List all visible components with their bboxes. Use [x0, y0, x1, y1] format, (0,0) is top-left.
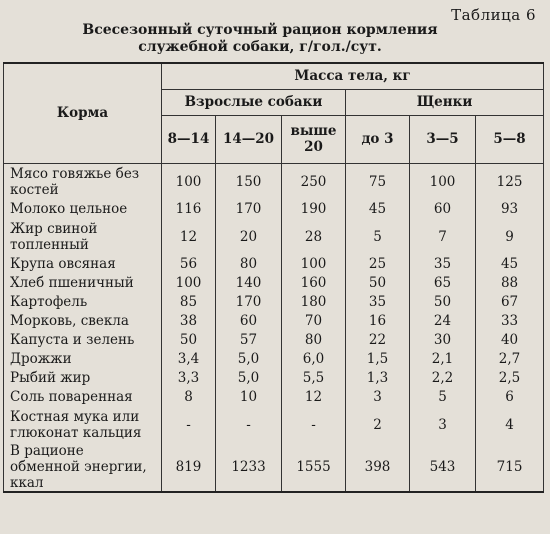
ration-table [3, 62, 544, 493]
cell-value: 80 [282, 331, 346, 350]
cell-value: 100 [162, 274, 216, 293]
cell-value: 35 [410, 255, 476, 274]
cell-value: 100 [282, 255, 346, 274]
cell-value: 85 [162, 293, 216, 312]
table-row [4, 200, 544, 219]
table-title [60, 22, 460, 56]
cell-value: 12 [162, 219, 216, 255]
table-header [4, 63, 544, 163]
cell-value: 2,5 [476, 369, 544, 388]
cell-value: 190 [282, 200, 346, 219]
cell-value: 5 [410, 388, 476, 407]
cell-value: - [216, 407, 282, 443]
header-col: 14—20 [216, 115, 282, 163]
cell-value: 70 [282, 312, 346, 331]
cell-value: 35 [346, 293, 410, 312]
header-col: 3—5 [410, 115, 476, 163]
cell-value: 1,5 [346, 350, 410, 369]
cell-value: 50 [162, 331, 216, 350]
cell-value: 1,3 [346, 369, 410, 388]
cell-value: 1233 [216, 443, 282, 492]
cell-value: 398 [346, 443, 410, 492]
cell-value: 45 [476, 255, 544, 274]
cell-value: 24 [410, 312, 476, 331]
feed-name: Соль поваренная [4, 388, 162, 407]
feed-name: Молоко цельное [4, 200, 162, 219]
cell-value: 60 [216, 312, 282, 331]
header-col: 8—14 [162, 115, 216, 163]
cell-value: 80 [216, 255, 282, 274]
cell-value: 33 [476, 312, 544, 331]
cell-value: 100 [410, 163, 476, 200]
cell-value: 6 [476, 388, 544, 407]
table-row [4, 350, 544, 369]
cell-value: - [282, 407, 346, 443]
cell-value: 100 [162, 163, 216, 200]
cell-value: - [162, 407, 216, 443]
cell-value: 1555 [282, 443, 346, 492]
cell-value: 2,1 [410, 350, 476, 369]
cell-value: 170 [216, 293, 282, 312]
cell-value: 6,0 [282, 350, 346, 369]
cell-value: 125 [476, 163, 544, 200]
cell-value: 2,2 [410, 369, 476, 388]
cell-value: 10 [216, 388, 282, 407]
cell-value: 67 [476, 293, 544, 312]
feed-name: Морковь, свекла [4, 312, 162, 331]
cell-value: 57 [216, 331, 282, 350]
table-number: Таблица 6 [451, 6, 536, 24]
cell-value: 30 [410, 331, 476, 350]
cell-value: 16 [346, 312, 410, 331]
cell-value: 116 [162, 200, 216, 219]
cell-value: 50 [410, 293, 476, 312]
feed-name: Хлеб пшеничный [4, 274, 162, 293]
header-col: до 3 [346, 115, 410, 163]
header-body-mass: Масса тела, кг [162, 63, 544, 89]
cell-value: 3 [410, 407, 476, 443]
cell-value: 8 [162, 388, 216, 407]
cell-value: 3,4 [162, 350, 216, 369]
table-row [4, 255, 544, 274]
cell-value: 5,0 [216, 350, 282, 369]
cell-value: 40 [476, 331, 544, 350]
cell-value: 38 [162, 312, 216, 331]
table-row [4, 407, 544, 443]
table-row [4, 293, 544, 312]
header-adults: Взрослые собаки [162, 89, 346, 115]
cell-value: 150 [216, 163, 282, 200]
cell-value: 715 [476, 443, 544, 492]
cell-value: 140 [216, 274, 282, 293]
title-line-2: служебной собаки, г/гол./сут. [138, 39, 382, 55]
table-row [4, 443, 544, 492]
cell-value: 50 [346, 274, 410, 293]
header-col: 5—8 [476, 115, 544, 163]
feed-name: Капуста и зелень [4, 331, 162, 350]
cell-value: 25 [346, 255, 410, 274]
header-col: выше 20 [282, 115, 346, 163]
title-line-1: Всесезонный суточный рацион кормления [82, 22, 438, 38]
cell-value: 5,5 [282, 369, 346, 388]
header-puppies: Щенки [346, 89, 544, 115]
table-row [4, 163, 544, 200]
feed-name: Костная мука или глюконат кальция [4, 407, 162, 443]
cell-value: 56 [162, 255, 216, 274]
cell-value: 12 [282, 388, 346, 407]
cell-value: 75 [346, 163, 410, 200]
cell-value: 3 [346, 388, 410, 407]
feed-name: Картофель [4, 293, 162, 312]
cell-value: 60 [410, 200, 476, 219]
cell-value: 180 [282, 293, 346, 312]
cell-value: 28 [282, 219, 346, 255]
cell-value: 250 [282, 163, 346, 200]
cell-value: 5,0 [216, 369, 282, 388]
cell-value: 2,7 [476, 350, 544, 369]
cell-value: 65 [410, 274, 476, 293]
table-row [4, 219, 544, 255]
cell-value: 20 [216, 219, 282, 255]
cell-value: 543 [410, 443, 476, 492]
table-row [4, 312, 544, 331]
cell-value: 170 [216, 200, 282, 219]
cell-value: 7 [410, 219, 476, 255]
cell-value: 4 [476, 407, 544, 443]
table-row [4, 331, 544, 350]
feed-name: В рационе обменной энергии, ккал [4, 443, 162, 492]
feed-name: Мясо говяжье без костей [4, 163, 162, 200]
feed-name: Дрожжи [4, 350, 162, 369]
cell-value: 88 [476, 274, 544, 293]
cell-value: 22 [346, 331, 410, 350]
feed-name: Жир свиной топленный [4, 219, 162, 255]
cell-value: 93 [476, 200, 544, 219]
header-feed: Корма [4, 63, 162, 163]
cell-value: 45 [346, 200, 410, 219]
cell-value: 160 [282, 274, 346, 293]
table-row [4, 274, 544, 293]
table-row [4, 369, 544, 388]
table-row [4, 388, 544, 407]
feed-name: Рыбий жир [4, 369, 162, 388]
cell-value: 9 [476, 219, 544, 255]
cell-value: 5 [346, 219, 410, 255]
cell-value: 819 [162, 443, 216, 492]
feed-name: Крупа овсяная [4, 255, 162, 274]
table-body [4, 163, 544, 492]
cell-value: 3,3 [162, 369, 216, 388]
cell-value: 2 [346, 407, 410, 443]
